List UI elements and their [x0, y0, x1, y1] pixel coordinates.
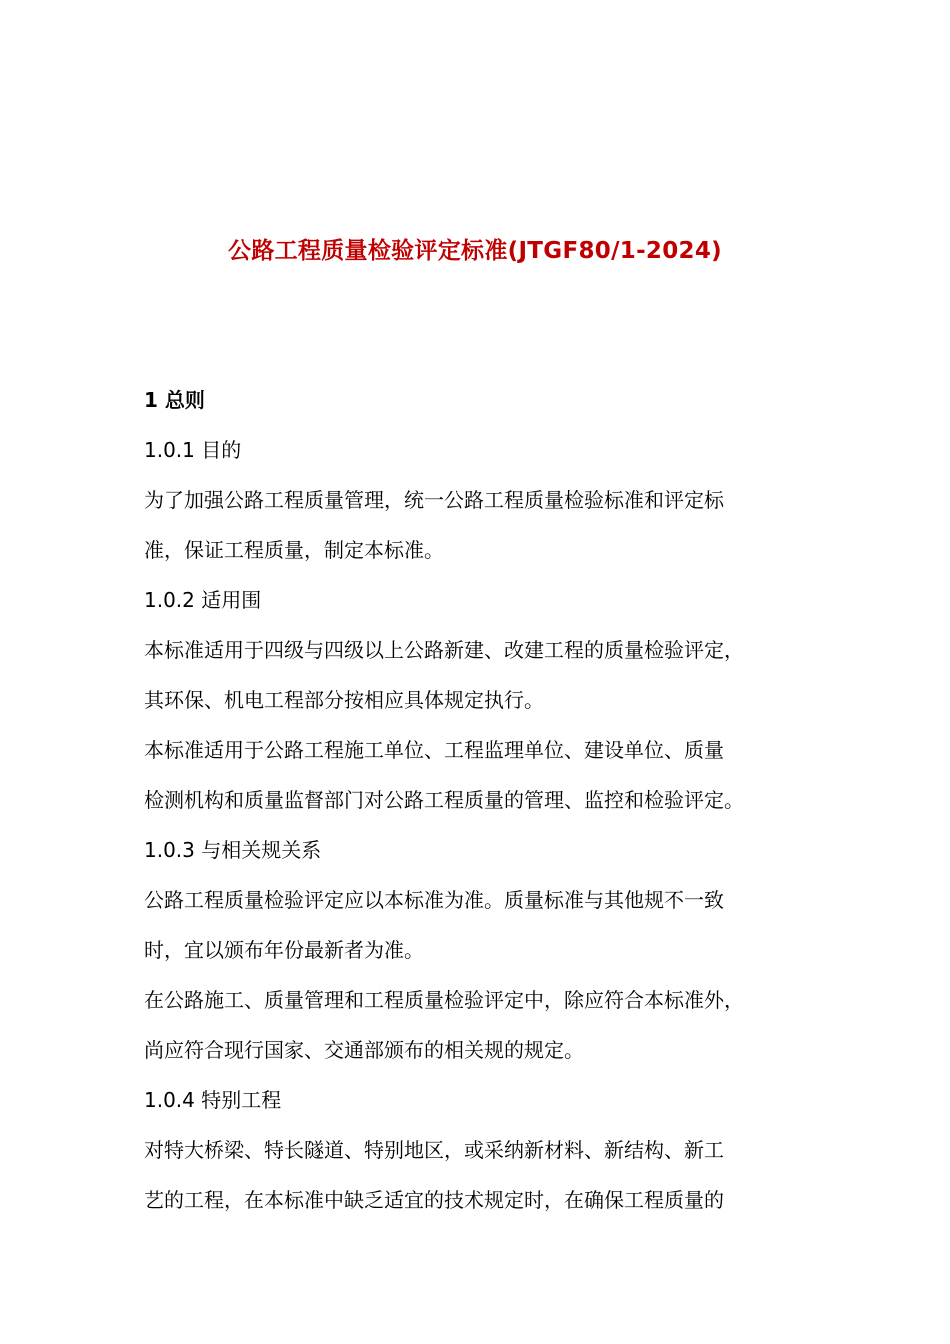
paragraph-line: 对特大桥梁、特长隧道、特别地区，或采纳新材料、新结构、新工	[144, 1138, 724, 1162]
section-heading: 1.0.3 与相关规关系	[144, 838, 322, 862]
chapter-heading: 1 总则	[144, 388, 205, 412]
paragraph-line: 检测机构和质量监督部门对公路工程质量的管理、监控和检验评定。	[144, 788, 744, 812]
section-heading: 1.0.4 特别工程	[144, 1088, 282, 1112]
paragraph-line: 尚应符合现行国家、交通部颁布的相关规的规定。	[144, 1038, 584, 1062]
section-heading: 1.0.2 适用围	[144, 588, 262, 612]
paragraph-line: 在公路施工、质量管理和工程质量检验评定中，除应符合本标准外，	[144, 988, 744, 1012]
paragraph-line: 公路工程质量检验评定应以本标准为准。质量标准与其他规不一致	[144, 888, 724, 912]
paragraph-line: 艺的工程，在本标准中缺乏适宜的技术规定时，在确保工程质量的	[144, 1188, 724, 1212]
section-heading: 1.0.1 目的	[144, 438, 242, 462]
paragraph-line: 准，保证工程质量，制定本标准。	[144, 538, 444, 562]
paragraph-line: 本标准适用于四级与四级以上公路新建、改建工程的质量检验评定，	[144, 638, 744, 662]
paragraph-line: 其环保、机电工程部分按相应具体规定执行。	[144, 688, 544, 712]
document-title: 公路工程质量检验评定标准(JTGF80/1-2024)	[228, 238, 722, 264]
document-body	[144, 380, 814, 1230]
paragraph-line: 时，宜以颁布年份最新者为准。	[144, 938, 424, 962]
paragraph-line: 为了加强公路工程质量管理，统一公路工程质量检验标准和评定标	[144, 488, 724, 512]
paragraph-line: 本标准适用于公路工程施工单位、工程监理单位、建设单位、质量	[144, 738, 724, 762]
